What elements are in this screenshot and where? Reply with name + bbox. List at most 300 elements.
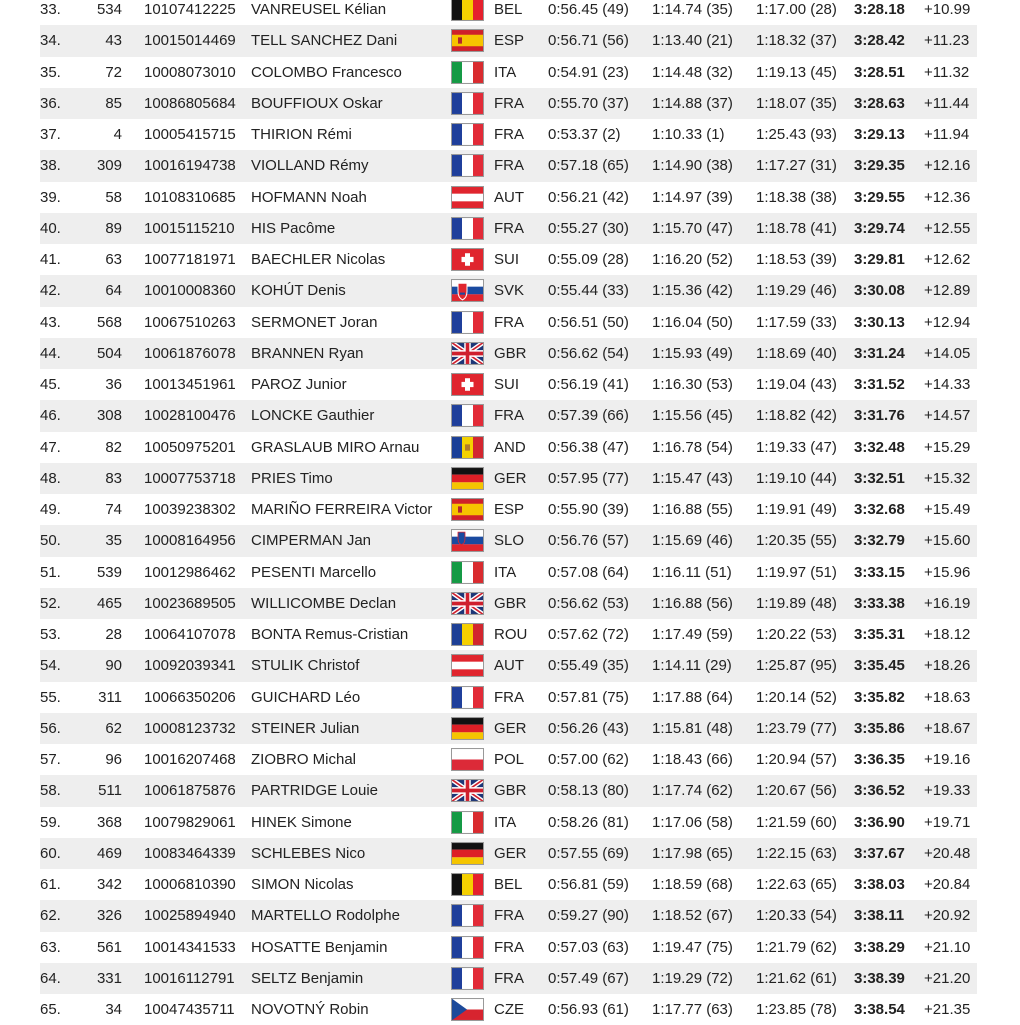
uci-id-cell: 10047435711 [144, 1001, 235, 1018]
bib-cell: 309 [96, 157, 122, 175]
final-time-cell: 3:35.86 [854, 719, 905, 737]
split-2-cell: 1:16.04 (50) [652, 313, 733, 331]
nation-cell: BEL [494, 876, 523, 893]
split-3-cell: 1:18.32 (37) [756, 32, 837, 50]
split-1-cell: 0:56.26 (43) [548, 719, 629, 737]
country-flag-icon [451, 92, 484, 115]
time-gap-cell: +15.49 [924, 501, 971, 518]
rank-cell: 57. [40, 751, 61, 768]
split-2-cell: 1:15.81 (48) [652, 719, 733, 737]
bib-cell: 539 [96, 563, 122, 581]
split-1-cell: 0:56.21 (42) [548, 188, 629, 206]
split-3-cell: 1:20.35 (55) [756, 532, 837, 550]
nation-cell: SUI [494, 251, 520, 268]
table-row [40, 150, 977, 181]
table-row [40, 369, 977, 400]
table-row [40, 25, 977, 56]
rank-cell: 49. [40, 501, 61, 518]
nation-cell: GER [494, 469, 527, 487]
split-1-cell: 0:55.90 (39) [548, 501, 629, 518]
split-2-cell: 1:16.88 (56) [652, 594, 733, 612]
country-flag-icon [451, 998, 484, 1021]
nation-cell: ITA [494, 563, 517, 581]
split-2-cell: 1:15.70 (47) [652, 219, 733, 237]
rider-name-cell: ZIOBRO Michal [251, 751, 357, 768]
split-2-cell: 1:17.77 (63) [652, 1001, 733, 1018]
split-1-cell: 0:56.93 (61) [548, 1001, 629, 1018]
final-time-cell: 3:29.35 [854, 157, 905, 175]
country-flag-icon [451, 561, 484, 584]
rider-name-cell: KOHÚT Denis [251, 282, 346, 300]
time-gap-cell: +10.99 [924, 1, 971, 18]
uci-id-cell: 10015014469 [144, 32, 236, 50]
table-row [40, 275, 977, 306]
split-2-cell: 1:17.98 (65) [652, 844, 733, 862]
final-time-cell: 3:35.31 [854, 626, 905, 643]
time-gap-cell: +12.89 [924, 282, 971, 300]
split-3-cell: 1:20.94 (57) [756, 751, 837, 768]
country-flag-icon [451, 592, 484, 615]
final-time-cell: 3:32.48 [854, 438, 905, 456]
split-2-cell: 1:15.36 (42) [652, 282, 733, 300]
final-time-cell: 3:33.38 [854, 594, 905, 612]
country-flag-icon [451, 748, 484, 771]
rider-name-cell: STEINER Julian [251, 719, 360, 737]
final-time-cell: 3:37.67 [854, 844, 905, 862]
country-flag-icon [451, 842, 484, 865]
time-gap-cell: +20.92 [924, 907, 971, 925]
split-1-cell: 0:56.38 (47) [548, 438, 629, 456]
bib-cell: 64 [105, 282, 122, 300]
split-1-cell: 0:56.19 (41) [548, 376, 629, 393]
country-flag-icon [451, 342, 484, 365]
uci-id-cell: 10008123732 [144, 719, 236, 737]
rank-cell: 65. [40, 1001, 61, 1018]
split-1-cell: 0:56.62 (54) [548, 344, 629, 362]
uci-id-cell: 10066350206 [144, 688, 236, 706]
country-flag-icon [451, 279, 484, 302]
time-gap-cell: +14.33 [924, 376, 971, 393]
time-gap-cell: +19.71 [924, 813, 971, 831]
split-2-cell: 1:18.52 (67) [652, 907, 733, 925]
split-2-cell: 1:14.97 (39) [652, 188, 733, 206]
rider-name-cell: VIOLLAND Rémy [251, 157, 369, 175]
uci-id-cell: 10023689505 [144, 594, 236, 612]
country-flag-icon [451, 29, 484, 52]
split-1-cell: 0:57.55 (69) [548, 844, 629, 862]
split-3-cell: 1:19.04 (43) [756, 376, 837, 393]
rank-cell: 37. [40, 126, 61, 143]
results-table [40, 0, 977, 1025]
rank-cell: 52. [40, 594, 61, 612]
rider-name-cell: HOSATTE Benjamin [251, 938, 388, 956]
final-time-cell: 3:38.39 [854, 969, 905, 987]
bib-cell: 465 [96, 594, 122, 612]
split-3-cell: 1:17.27 (31) [756, 157, 837, 175]
time-gap-cell: +18.63 [924, 688, 971, 706]
country-flag-icon [451, 436, 484, 459]
split-2-cell: 1:18.59 (68) [652, 876, 733, 893]
table-row [40, 119, 977, 150]
bib-cell: 28 [105, 626, 122, 643]
table-row [40, 869, 977, 900]
final-time-cell: 3:31.24 [854, 344, 905, 362]
country-flag-icon [451, 936, 484, 959]
table-row [40, 557, 977, 588]
nation-cell: GER [494, 719, 527, 737]
final-time-cell: 3:30.13 [854, 313, 905, 331]
split-3-cell: 1:19.13 (45) [756, 63, 837, 81]
split-1-cell: 0:55.27 (30) [548, 219, 629, 237]
bib-cell: 326 [96, 907, 122, 925]
uci-id-cell: 10016112791 [144, 969, 235, 987]
split-1-cell: 0:57.00 (62) [548, 751, 629, 768]
rider-name-cell: MARIÑO FERREIRA Victor [251, 501, 433, 518]
final-time-cell: 3:36.35 [854, 751, 905, 768]
rank-cell: 58. [40, 782, 61, 800]
split-2-cell: 1:14.74 (35) [652, 1, 733, 18]
country-flag-icon [451, 186, 484, 209]
rank-cell: 39. [40, 188, 61, 206]
country-flag-icon [451, 467, 484, 490]
bib-cell: 504 [96, 344, 122, 362]
table-row [40, 682, 977, 713]
table-row [40, 0, 977, 25]
final-time-cell: 3:38.54 [854, 1001, 905, 1018]
time-gap-cell: +12.55 [924, 219, 971, 237]
split-1-cell: 0:56.51 (50) [548, 313, 629, 331]
rank-cell: 45. [40, 376, 61, 393]
country-flag-icon [451, 811, 484, 834]
split-2-cell: 1:14.48 (32) [652, 63, 733, 81]
time-gap-cell: +11.32 [924, 63, 970, 81]
nation-cell: ESP [494, 32, 525, 50]
nation-cell: SUI [494, 376, 520, 393]
rider-name-cell: SERMONET Joran [251, 313, 378, 331]
rider-name-cell: PARTRIDGE Louie [251, 782, 378, 800]
split-1-cell: 0:57.08 (64) [548, 563, 629, 581]
time-gap-cell: +12.16 [924, 157, 971, 175]
rank-cell: 42. [40, 282, 61, 300]
uci-id-cell: 10025894940 [144, 907, 236, 925]
bib-cell: 82 [105, 438, 122, 456]
bib-cell: 34 [105, 1001, 122, 1018]
bib-cell: 534 [96, 1, 122, 18]
final-time-cell: 3:32.68 [854, 501, 905, 518]
table-row [40, 338, 977, 369]
country-flag-icon [451, 217, 484, 240]
split-2-cell: 1:14.88 (37) [652, 94, 733, 112]
final-time-cell: 3:28.63 [854, 94, 905, 112]
country-flag-icon [451, 404, 484, 427]
rider-name-cell: SELTZ Benjamin [251, 969, 364, 987]
rider-name-cell: HINEK Simone [251, 813, 352, 831]
split-1-cell: 0:54.91 (23) [548, 63, 629, 81]
nation-cell: FRA [494, 907, 524, 925]
split-3-cell: 1:18.38 (38) [756, 188, 837, 206]
split-2-cell: 1:19.29 (72) [652, 969, 733, 987]
split-2-cell: 1:17.74 (62) [652, 782, 733, 800]
split-2-cell: 1:16.78 (54) [652, 438, 733, 456]
table-row [40, 400, 977, 431]
final-time-cell: 3:28.42 [854, 32, 905, 50]
rank-cell: 48. [40, 469, 61, 487]
table-row [40, 713, 977, 744]
time-gap-cell: +12.94 [924, 313, 971, 331]
split-3-cell: 1:17.59 (33) [756, 313, 837, 331]
uci-id-cell: 10006810390 [144, 876, 236, 893]
country-flag-icon [451, 498, 484, 521]
table-row [40, 463, 977, 494]
time-gap-cell: +18.67 [924, 719, 971, 737]
table-row [40, 963, 977, 994]
split-2-cell: 1:16.30 (53) [652, 376, 733, 393]
country-flag-icon [451, 154, 484, 177]
split-3-cell: 1:19.89 (48) [756, 594, 837, 612]
split-1-cell: 0:56.71 (56) [548, 32, 629, 50]
split-2-cell: 1:15.56 (45) [652, 407, 733, 425]
table-row [40, 244, 977, 275]
bib-cell: 308 [96, 407, 122, 425]
rider-name-cell: SCHLEBES Nico [251, 844, 366, 862]
split-3-cell: 1:19.10 (44) [756, 469, 837, 487]
nation-cell: GBR [494, 782, 527, 800]
rider-name-cell: MARTELLO Rodolphe [251, 907, 400, 925]
uci-id-cell: 10107412225 [144, 1, 236, 18]
split-2-cell: 1:19.47 (75) [652, 938, 733, 956]
rank-cell: 61. [40, 876, 61, 893]
table-row [40, 744, 977, 775]
bib-cell: 72 [105, 63, 122, 81]
split-2-cell: 1:16.20 (52) [652, 251, 733, 268]
rider-name-cell: HIS Pacôme [251, 219, 336, 237]
rank-cell: 50. [40, 532, 61, 550]
split-2-cell: 1:15.69 (46) [652, 532, 733, 550]
rider-name-cell: BRANNEN Ryan [251, 344, 364, 362]
uci-id-cell: 10007753718 [144, 469, 236, 487]
nation-cell: GER [494, 844, 527, 862]
table-row [40, 525, 977, 556]
final-time-cell: 3:36.52 [854, 782, 905, 800]
country-flag-icon [451, 61, 484, 84]
uci-id-cell: 10061875876 [144, 782, 236, 800]
table-row [40, 775, 977, 806]
rank-cell: 46. [40, 407, 61, 425]
rank-cell: 59. [40, 813, 61, 831]
bib-cell: 74 [105, 501, 122, 518]
split-1-cell: 0:57.18 (65) [548, 157, 629, 175]
split-2-cell: 1:15.93 (49) [652, 344, 733, 362]
table-row [40, 588, 977, 619]
rank-cell: 53. [40, 626, 61, 643]
country-flag-icon [451, 123, 484, 146]
nation-cell: FRA [494, 157, 524, 175]
table-row [40, 182, 977, 213]
uci-id-cell: 10012986462 [144, 563, 236, 581]
rider-name-cell: WILLICOMBE Declan [251, 594, 397, 612]
final-time-cell: 3:29.74 [854, 219, 905, 237]
uci-id-cell: 10108310685 [144, 188, 236, 206]
country-flag-icon [451, 373, 484, 396]
rank-cell: 55. [40, 688, 61, 706]
rider-name-cell: CIMPERMAN Jan [251, 532, 372, 550]
country-flag-icon [451, 623, 484, 646]
rank-cell: 40. [40, 219, 61, 237]
rider-name-cell: BONTA Remus-Cristian [251, 626, 409, 643]
final-time-cell: 3:30.08 [854, 282, 905, 300]
time-gap-cell: +12.36 [924, 188, 971, 206]
nation-cell: AND [494, 438, 526, 456]
rider-name-cell: HOFMANN Noah [251, 188, 367, 206]
bib-cell: 331 [96, 969, 122, 987]
split-1-cell: 0:58.13 (80) [548, 782, 629, 800]
split-1-cell: 0:59.27 (90) [548, 907, 629, 925]
time-gap-cell: +15.29 [924, 438, 971, 456]
table-row [40, 650, 977, 681]
rank-cell: 35. [40, 63, 61, 81]
uci-id-cell: 10008164956 [144, 532, 236, 550]
rank-cell: 36. [40, 94, 61, 112]
final-time-cell: 3:28.51 [854, 63, 905, 81]
uci-id-cell: 10016194738 [144, 157, 236, 175]
rank-cell: 64. [40, 969, 61, 987]
split-3-cell: 1:23.85 (78) [756, 1001, 837, 1018]
rider-name-cell: LONCKE Gauthier [251, 407, 375, 425]
nation-cell: GBR [494, 344, 527, 362]
nation-cell: CZE [494, 1001, 524, 1018]
split-1-cell: 0:57.03 (63) [548, 938, 629, 956]
rider-name-cell: STULIK Christof [251, 657, 360, 675]
split-2-cell: 1:18.43 (66) [652, 751, 733, 768]
split-3-cell: 1:21.79 (62) [756, 938, 837, 956]
country-flag-icon [451, 779, 484, 802]
uci-id-cell: 10015115210 [144, 219, 235, 237]
split-3-cell: 1:22.63 (65) [756, 876, 837, 893]
split-1-cell: 0:57.62 (72) [548, 626, 629, 643]
nation-cell: ITA [494, 813, 517, 831]
bib-cell: 58 [105, 188, 122, 206]
split-2-cell: 1:15.47 (43) [652, 469, 733, 487]
split-3-cell: 1:19.97 (51) [756, 563, 837, 581]
time-gap-cell: +18.12 [924, 626, 971, 643]
split-1-cell: 0:57.81 (75) [548, 688, 629, 706]
final-time-cell: 3:36.90 [854, 813, 905, 831]
split-3-cell: 1:19.33 (47) [756, 438, 837, 456]
split-1-cell: 0:56.62 (53) [548, 594, 629, 612]
bib-cell: 368 [96, 813, 122, 831]
uci-id-cell: 10079829061 [144, 813, 236, 831]
split-3-cell: 1:18.78 (41) [756, 219, 837, 237]
split-3-cell: 1:20.33 (54) [756, 907, 837, 925]
final-time-cell: 3:33.15 [854, 563, 905, 581]
uci-id-cell: 10008073010 [144, 63, 236, 81]
split-3-cell: 1:19.91 (49) [756, 501, 837, 518]
bib-cell: 62 [105, 719, 122, 737]
split-2-cell: 1:10.33 (1) [652, 126, 725, 143]
country-flag-icon [451, 0, 484, 21]
time-gap-cell: +19.16 [924, 751, 971, 768]
final-time-cell: 3:32.51 [854, 469, 905, 487]
time-gap-cell: +20.84 [924, 876, 971, 893]
final-time-cell: 3:31.76 [854, 407, 905, 425]
rank-cell: 38. [40, 157, 61, 175]
bib-cell: 36 [105, 376, 122, 393]
split-3-cell: 1:17.00 (28) [756, 1, 837, 18]
split-3-cell: 1:21.62 (61) [756, 969, 837, 987]
rank-cell: 62. [40, 907, 61, 925]
bib-cell: 568 [96, 313, 122, 331]
country-flag-icon [451, 686, 484, 709]
split-2-cell: 1:17.06 (58) [652, 813, 733, 831]
uci-id-cell: 10028100476 [144, 407, 236, 425]
table-row [40, 213, 977, 244]
uci-id-cell: 10013451961 [144, 376, 236, 393]
nation-cell: FRA [494, 94, 524, 112]
split-1-cell: 0:55.09 (28) [548, 251, 629, 268]
bib-cell: 4 [113, 126, 122, 143]
rank-cell: 54. [40, 657, 61, 675]
rank-cell: 47. [40, 438, 61, 456]
uci-id-cell: 10064107078 [144, 626, 236, 643]
nation-cell: FRA [494, 969, 524, 987]
time-gap-cell: +14.05 [924, 344, 971, 362]
final-time-cell: 3:35.82 [854, 688, 905, 706]
split-1-cell: 0:56.76 (57) [548, 532, 629, 550]
bib-cell: 311 [98, 688, 122, 706]
table-row [40, 900, 977, 931]
split-2-cell: 1:16.88 (55) [652, 501, 733, 518]
time-gap-cell: +12.62 [924, 251, 971, 268]
final-time-cell: 3:29.55 [854, 188, 905, 206]
rider-name-cell: PESENTI Marcello [251, 563, 377, 581]
nation-cell: FRA [494, 938, 524, 956]
split-3-cell: 1:22.15 (63) [756, 844, 837, 862]
final-time-cell: 3:29.13 [854, 126, 905, 143]
rider-name-cell: BOUFFIOUX Oskar [251, 94, 383, 112]
time-gap-cell: +15.96 [924, 563, 971, 581]
split-3-cell: 1:25.87 (95) [756, 657, 837, 675]
nation-cell: AUT [494, 657, 524, 675]
rider-name-cell: THIRION Rémi [251, 126, 352, 143]
final-time-cell: 3:35.45 [854, 657, 905, 675]
split-3-cell: 1:23.79 (77) [756, 719, 837, 737]
nation-cell: FRA [494, 126, 524, 143]
time-gap-cell: +21.10 [924, 938, 971, 956]
bib-cell: 342 [96, 876, 122, 893]
rider-name-cell: NOVOTNÝ Robin [251, 1001, 369, 1018]
uci-id-cell: 10092039341 [144, 657, 236, 675]
rider-name-cell: SIMON Nicolas [251, 876, 354, 893]
table-row [40, 88, 977, 119]
country-flag-icon [451, 311, 484, 334]
final-time-cell: 3:38.29 [854, 938, 905, 956]
split-2-cell: 1:17.88 (64) [652, 688, 733, 706]
bib-cell: 85 [105, 94, 122, 112]
table-row [40, 807, 977, 838]
country-flag-icon [451, 717, 484, 740]
bib-cell: 63 [105, 251, 122, 268]
rider-name-cell: COLOMBO Francesco [251, 63, 402, 81]
nation-cell: FRA [494, 313, 524, 331]
final-time-cell: 3:38.11 [854, 907, 905, 925]
split-2-cell: 1:14.90 (38) [652, 157, 733, 175]
time-gap-cell: +15.32 [924, 469, 971, 487]
rider-name-cell: VANREUSEL Kélian [251, 1, 387, 18]
split-1-cell: 0:56.81 (59) [548, 876, 629, 893]
final-time-cell: 3:32.79 [854, 532, 905, 550]
nation-cell: FRA [494, 407, 524, 425]
table-row [40, 994, 977, 1025]
